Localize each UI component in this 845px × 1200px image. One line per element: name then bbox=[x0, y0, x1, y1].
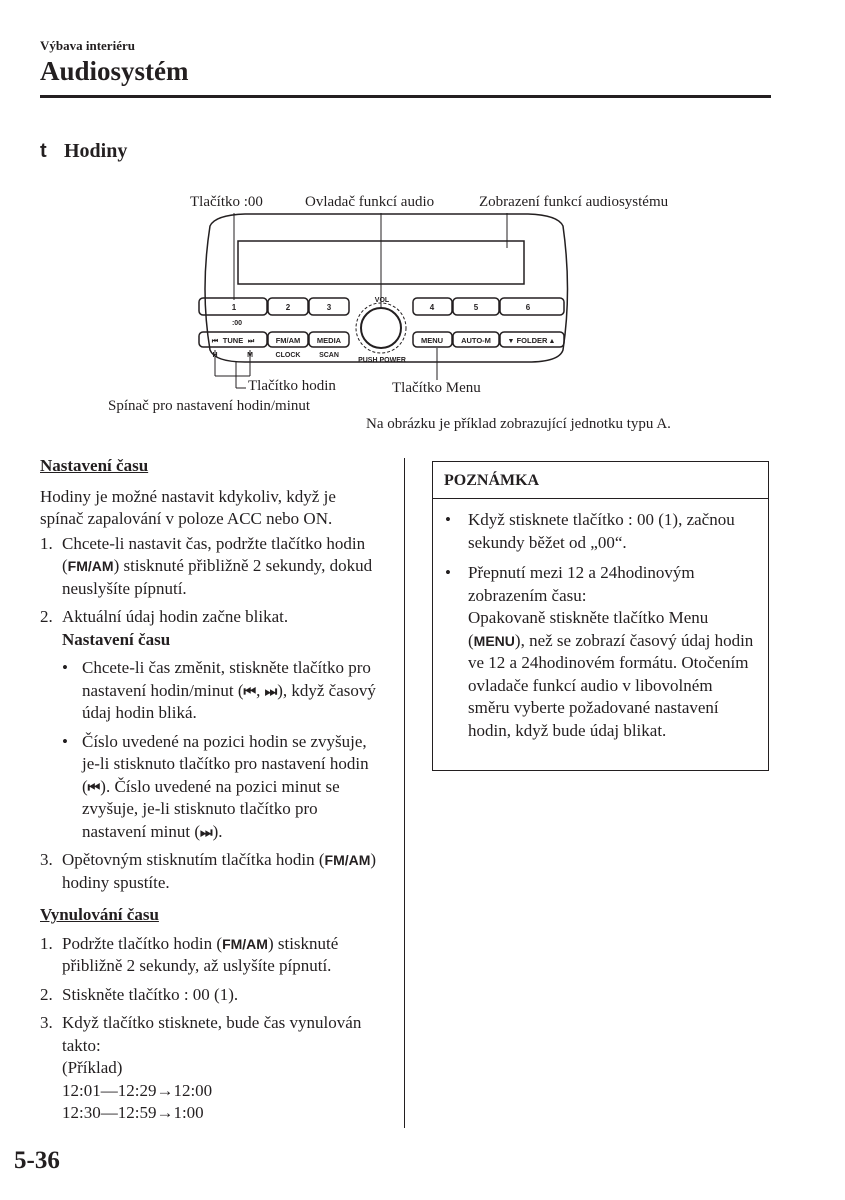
fmam-key: FM/AM bbox=[324, 852, 371, 868]
bullet: • bbox=[62, 731, 68, 751]
callout-menu-button: Tlačítko Menu bbox=[392, 380, 481, 396]
preset-label-2: 2 bbox=[285, 303, 291, 312]
bullet: • bbox=[62, 658, 68, 677]
vol-label: VOL bbox=[374, 297, 390, 304]
volume-knob bbox=[361, 308, 401, 348]
list-item-reset2 bbox=[40, 984, 380, 1007]
tune-prev-icon: ⏮ bbox=[211, 338, 219, 345]
list-item-bullet1 bbox=[62, 657, 380, 725]
example-label: (Příklad) bbox=[62, 1058, 123, 1077]
example-line-1: 12:01—12:29→12:00 bbox=[62, 1080, 213, 1100]
fmam-key: FM/AM bbox=[222, 935, 268, 952]
preset-label-6: 6 bbox=[525, 303, 531, 312]
note-text: Přepnutí mezi 12 a 24hodinovým zobrazením času: Opakovaně stiskněte tlačítko Menu (MENU), než se zobrazí časový údaj hodin ve 12 a 24hodinovém formátu. Otočením ovladače funkcí audio v libovolném směru vyberte požadované nastavení hodin, když bude údaj blikat. bbox=[468, 563, 754, 740]
set-time-heading: Nastavení času bbox=[40, 456, 149, 475]
list-item-step2 bbox=[40, 606, 380, 651]
note-item-1 bbox=[445, 509, 756, 554]
step-number: 1. bbox=[40, 533, 53, 553]
callout-audio-knob: Ovladač funkcí audio bbox=[305, 194, 435, 210]
step2-subheading: Nastavení času bbox=[62, 629, 171, 649]
callout-clock-button: Tlačítko hodin bbox=[248, 378, 336, 394]
autom-label: AUTO-M bbox=[461, 336, 491, 345]
tune-next-icon: ⏭ bbox=[247, 338, 255, 345]
subheading-title: Hodiny bbox=[64, 140, 128, 162]
list-item-bullet2 bbox=[62, 731, 380, 844]
left-column bbox=[40, 455, 380, 1125]
clock-label: CLOCK bbox=[275, 352, 301, 359]
fmam-key: FM/AM bbox=[67, 558, 114, 574]
folder-label: FOLDER bbox=[516, 336, 548, 345]
next-key-icon: ⏭ bbox=[264, 682, 278, 699]
step-number: 2. bbox=[40, 984, 53, 1004]
step-number: 2. bbox=[40, 607, 53, 626]
step-text: Když tlačítko stisknete, bude čas vynulován takto: (Příklad) 12:01—12:29→12:00 12:30—12:59→1:00 bbox=[62, 1013, 362, 1122]
prev-key-icon: ⏮ bbox=[87, 778, 101, 795]
list-item-step1 bbox=[40, 533, 380, 601]
fmam-label: FM/AM bbox=[275, 336, 301, 345]
preset-label-4: 4 bbox=[429, 303, 435, 312]
note-heading: POZNÁMKA bbox=[433, 462, 768, 499]
callout-btn00: Tlačítko :00 bbox=[190, 194, 263, 210]
preset-label-5: 5 bbox=[473, 303, 479, 312]
note-body bbox=[433, 499, 768, 742]
audio-unit-diagram bbox=[0, 0, 845, 460]
bullet-text: Chcete-li čas změnit, stiskněte tlačítko pro nastavení hodin/minut (⏮, ⏭), když časový údaj hodin bliká. bbox=[82, 658, 376, 722]
example-line-2: 12:30—12:59→1:00 bbox=[62, 1103, 204, 1122]
m-label: M bbox=[247, 352, 253, 359]
step-text: Chcete-li nastavit čas, podržte tlačítko hodin (FM/AM) stisknuté přibližně 2 sekundy, dokud neuslyšíte pípnutí. bbox=[62, 533, 373, 598]
page-number: 5-36 bbox=[14, 1147, 60, 1174]
step-number: 3. bbox=[40, 1013, 53, 1032]
list-item-reset1 bbox=[40, 933, 380, 978]
reset-time-heading: Vynulování času bbox=[40, 905, 159, 924]
sub-label-00: :00 bbox=[231, 320, 243, 327]
volume-knob-ring bbox=[356, 303, 406, 353]
list-item-step3 bbox=[40, 849, 380, 894]
bullet: • bbox=[445, 563, 451, 582]
preset-button-6 bbox=[500, 298, 564, 315]
step-text: Stiskněte tlačítko : 00 (1). bbox=[62, 984, 239, 1004]
step-number: 3. bbox=[40, 850, 53, 869]
step-text: Opětovným stisknutím tlačítka hodin (FM/AM) hodiny spustíte. bbox=[62, 850, 377, 892]
step-number: 1. bbox=[40, 933, 53, 953]
note-text: Když stisknete tlačítko : 00 (1), začnou sekundy běžet od „00“. bbox=[468, 510, 735, 552]
push-power-label: PUSH POWER bbox=[358, 357, 406, 364]
folder-down-icon: ▼ bbox=[507, 338, 515, 345]
note-item-2 bbox=[445, 562, 756, 742]
list-item-reset3 bbox=[40, 1012, 380, 1125]
note-box bbox=[432, 461, 769, 771]
scan-label: SCAN bbox=[319, 352, 339, 359]
step-text: Aktuální údaj hodin začne blikat. Nastavení času bbox=[62, 607, 289, 649]
intro-paragraph: Hodiny je možné nastavit kdykoliv, když je spínač zapalování v poloze ACC nebo ON. bbox=[40, 486, 336, 528]
page-title: Audiosystém bbox=[40, 56, 189, 86]
callout-hour-minute-switch: Spínač pro nastavení hodin/minut bbox=[108, 398, 311, 414]
bullet-text: Číslo uvedené na pozici hodin se zvyšuje, je-li stisknuto tlačítko pro nastavení hodin (⏮). Číslo uvedené na pozici minut se zvyšuje, je-li stisknuto tlačítko pro nastavení minut (⏭). bbox=[82, 731, 369, 841]
step-text: Podržte tlačítko hodin (FM/AM) stisknuté přibližně 2 sekundy, až uslyšíte pípnutí. bbox=[62, 933, 339, 975]
column-divider bbox=[404, 458, 405, 1128]
next-key-icon: ⏭ bbox=[200, 823, 213, 840]
callout-display: Zobrazení funkcí audiosystému bbox=[479, 194, 669, 210]
folder-up-icon: ▲ bbox=[548, 338, 556, 345]
media-label: MEDIA bbox=[316, 336, 342, 345]
diagram-caption: Na obrázku je příklad zobrazující jednotku typu A. bbox=[366, 416, 671, 432]
subheading-marker: t bbox=[40, 140, 47, 162]
bullet: • bbox=[445, 510, 451, 529]
prev-key-icon: ⏮ bbox=[243, 682, 257, 699]
section-label: Výbava interiéru bbox=[40, 38, 135, 53]
tune-label: TUNE bbox=[222, 336, 244, 345]
preset-label-3: 3 bbox=[326, 303, 332, 312]
h-label: H bbox=[212, 352, 218, 359]
menu-key: MENU bbox=[473, 632, 515, 649]
preset-label-1: 1 bbox=[231, 303, 237, 312]
menu-label: MENU bbox=[420, 336, 444, 345]
